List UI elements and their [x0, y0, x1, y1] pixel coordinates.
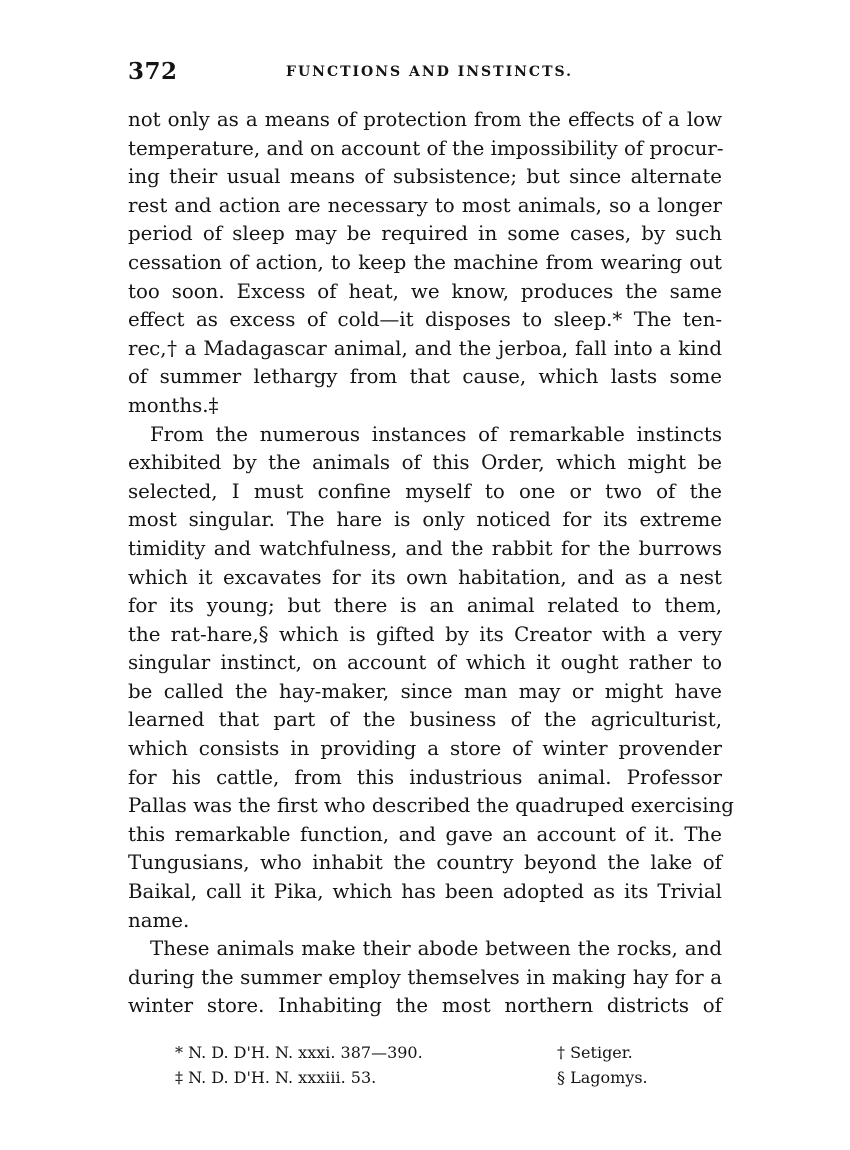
text-line: rec,† a Madagascar animal, and the jerboa, fall into a kind [128, 336, 722, 360]
text-line: which it excavates for its own habitation, and as a nest [128, 565, 722, 589]
text-line: not only as a means of protection from the effects of a low [128, 108, 722, 131]
text-line: effect as excess of cold—it disposes to sleep.* The ten- [128, 308, 722, 332]
footnote-row [175, 1065, 695, 1090]
text-line: rest and action are necessary to most animals, so a longer [128, 193, 722, 217]
text-line: From the numerous instances of remarkable instincts [150, 422, 722, 446]
book-page [128, 58, 734, 1021]
text-line: ing their usual means of subsistence; but since alternate [128, 165, 722, 189]
running-head [128, 58, 722, 88]
text-line: this remarkable function, and gave an account of it. The [128, 822, 722, 846]
text-line: temperature, and on account of the impossibility of procur- [128, 136, 724, 160]
footnote: § Lagomys. [557, 1068, 648, 1087]
text-line: most singular. The hare is only noticed for its extreme [128, 508, 722, 532]
text-line: Baikal, call it Pika, which has been adopted as its Trivial [128, 880, 722, 904]
page-number: 372 [128, 58, 178, 85]
footnote-row [175, 1040, 695, 1065]
text-line: for its young; but there is an animal related to them, [128, 594, 722, 618]
text-line: Pallas was the first who described the quadruped exercising [128, 794, 734, 818]
text-line: cessation of action, to keep the machine from wearing out [128, 250, 722, 274]
text-line: which consists in providing a store of winter provender [128, 737, 722, 761]
text-line: singular instinct, on account of which it ought rather to [128, 651, 722, 675]
text-line: timidity and watchfulness, and the rabbit for the burrows [128, 536, 722, 560]
text-line: months.‡ [128, 393, 219, 417]
footnotes [175, 1040, 695, 1090]
body-text [128, 106, 734, 1021]
text-line: exhibited by the animals of this Order, which might be [128, 451, 722, 475]
text-line: name. [128, 908, 190, 932]
text-line: be called the hay-maker, since man may or might have [128, 679, 722, 703]
footnote: ‡ N. D. D'H. N. xxxiii. 53. [175, 1068, 377, 1087]
text-line: Tungusians, who inhabit the country beyond the lake of [128, 851, 722, 875]
text-line: winter store. Inhabiting the most northern districts of [128, 994, 722, 1018]
text-line: for his cattle, from this industrious animal. Professor [128, 765, 722, 789]
text-line: learned that part of the business of the agriculturist, [128, 708, 722, 732]
text-line: too soon. Excess of heat, we know, produces the same [128, 279, 722, 303]
text-line: the rat-hare,§ which is gifted by its Creator with a very [128, 622, 722, 646]
footnote: † Setiger. [557, 1043, 633, 1062]
footnote: * N. D. D'H. N. xxxi. 387—390. [175, 1043, 423, 1062]
text-line: selected, I must confine myself to one or two of the [128, 479, 722, 503]
text-line: of summer lethargy from that cause, which lasts some [128, 365, 722, 389]
text-line: These animals make their abode between the rocks, and [150, 937, 722, 961]
text-line: during the summer employ themselves in making hay for a [128, 965, 722, 989]
running-title: FUNCTIONS AND INSTINCTS. [286, 64, 573, 80]
text-line: period of sleep may be required in some cases, by such [128, 222, 722, 246]
